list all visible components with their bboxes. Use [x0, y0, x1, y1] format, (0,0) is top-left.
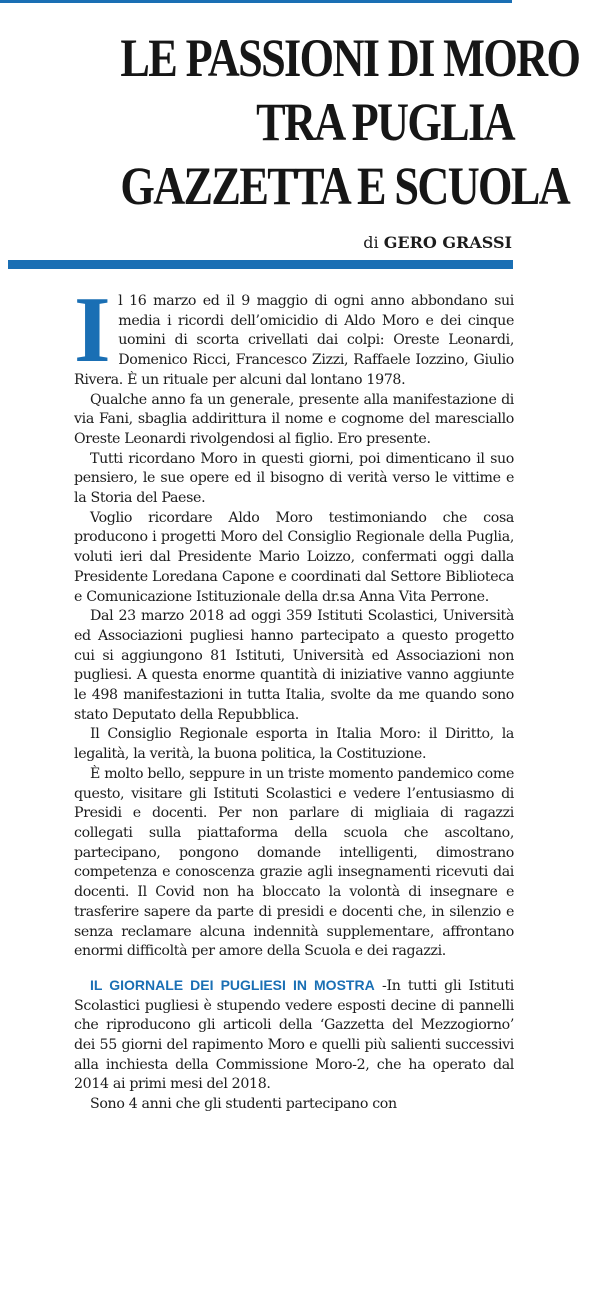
paragraph-6: Il Consiglio Regionale esporta in Italia Moro: il Diritto, la legalità, la verità, la buona politica, la Costituzione.	[74, 726, 514, 763]
paragraph-4: Voglio ricordare Aldo Moro testimoniando che cosa producono i progetti Moro del Consiglio Regionale della Puglia, voluti ieri dal Presidente Mario Loizzo, confermati oggi dalla Presidente Loredana Capone e coordinati dal Settore Biblioteca e Comunicazione Istituzionale della dr.sa Anna Vita Perrone.	[74, 509, 514, 605]
byline-author: GERO GRASSI	[383, 233, 512, 252]
paragraph-7: È molto bello, seppure in un triste momento pandemico come questo, visitare gli Istituti Scolastici e vedere l’entusiasmo di Presidi e docenti. Per non parlare di migliaia di ragazzi collegati sulla piattaforma della scuola che ascoltano, partecipano, pongono domande intelligenti, dimostrano competenza e conoscenza grazie agli insegnamenti ricevuti dai docenti. Il Covid non ha bloccato la volontà di insegnare e trasferire sapere da parte di presidi e docenti che, in silenzio e senza reclamare alcuna indennità supplementare, affrontano enormi difficoltà per amore della Scuola e dei ragazzi.	[74, 765, 514, 960]
paragraph-8-text: -In tutti gli Istituti Scolastici pugliesi è stupendo vedere esposti decine di pannelli che riproducono gli articoli della ‘Gazzetta del Mezzogiorno’ dei 55 giorni del rapimento Moro e quelli più salienti successivi alla inchiesta della Commissione Moro-2, che ha operato dal 2014 ai primi mesi del 2018.	[74, 977, 514, 1093]
section-subhead: IL GIORNALE DEI PUGLIESI IN MOSTRA	[90, 976, 375, 993]
headline	[120, 26, 580, 218]
byline-prefix: di	[363, 233, 379, 252]
drop-cap: I	[74, 278, 111, 382]
paragraph-5: Dal 23 marzo 2018 ad oggi 359 Istituti Scolastici, Università ed Associazioni pugliesi hanno partecipato a questo progetto cui si aggiungono 81 Istituti, Università ed Associazioni non pugliesi. A questa enorme quantità di iniziative vanno aggiunte le 498 manifestazioni in tutta Italia, svolte da me quando sono stato Deputato della Repubblica.	[74, 608, 514, 723]
article-body	[74, 278, 514, 1115]
headline-line-2: TRA PUGLIA	[256, 92, 514, 152]
paragraph-9: Sono 4 anni che gli studenti partecipano con	[90, 1096, 397, 1113]
headline-line-1: LE PASSIONI DI MORO	[120, 28, 580, 88]
paragraph-1-text: l 16 marzo ed il 9 maggio di ogni anno abbondano sui media i ricordi dell’omicidio di Aldo Moro e dei cinque uomini di scorta crivellati dai colpi: Oreste Leonardi, Domenico Ricci, Francesco Zizzi, Raffaele Iozzino, Giulio Rivera. È un rituale per alcuni dal lontano 1978.	[74, 293, 514, 388]
paragraph-3: Tutti ricordano Moro in questi giorni, poi dimenticano il suo pensiero, le sue opere ed il bisogno di verità verso le vittime e la Storia del Paese.	[74, 450, 514, 507]
byline	[363, 233, 512, 252]
headline-line-3: GAZZETTA E SCUOLA	[120, 156, 570, 216]
paragraph-8	[74, 976, 514, 1095]
paragraph-1	[74, 278, 514, 391]
paragraph-2: Qualche anno fa un generale, presente alla manifestazione di via Fani, sbaglia addirittura il nome e cognome del maresciallo Oreste Leonardi rivolgendosi al figlio. Ero presente.	[74, 391, 514, 447]
separator-rule	[8, 260, 513, 269]
top-rule	[0, 0, 512, 3]
